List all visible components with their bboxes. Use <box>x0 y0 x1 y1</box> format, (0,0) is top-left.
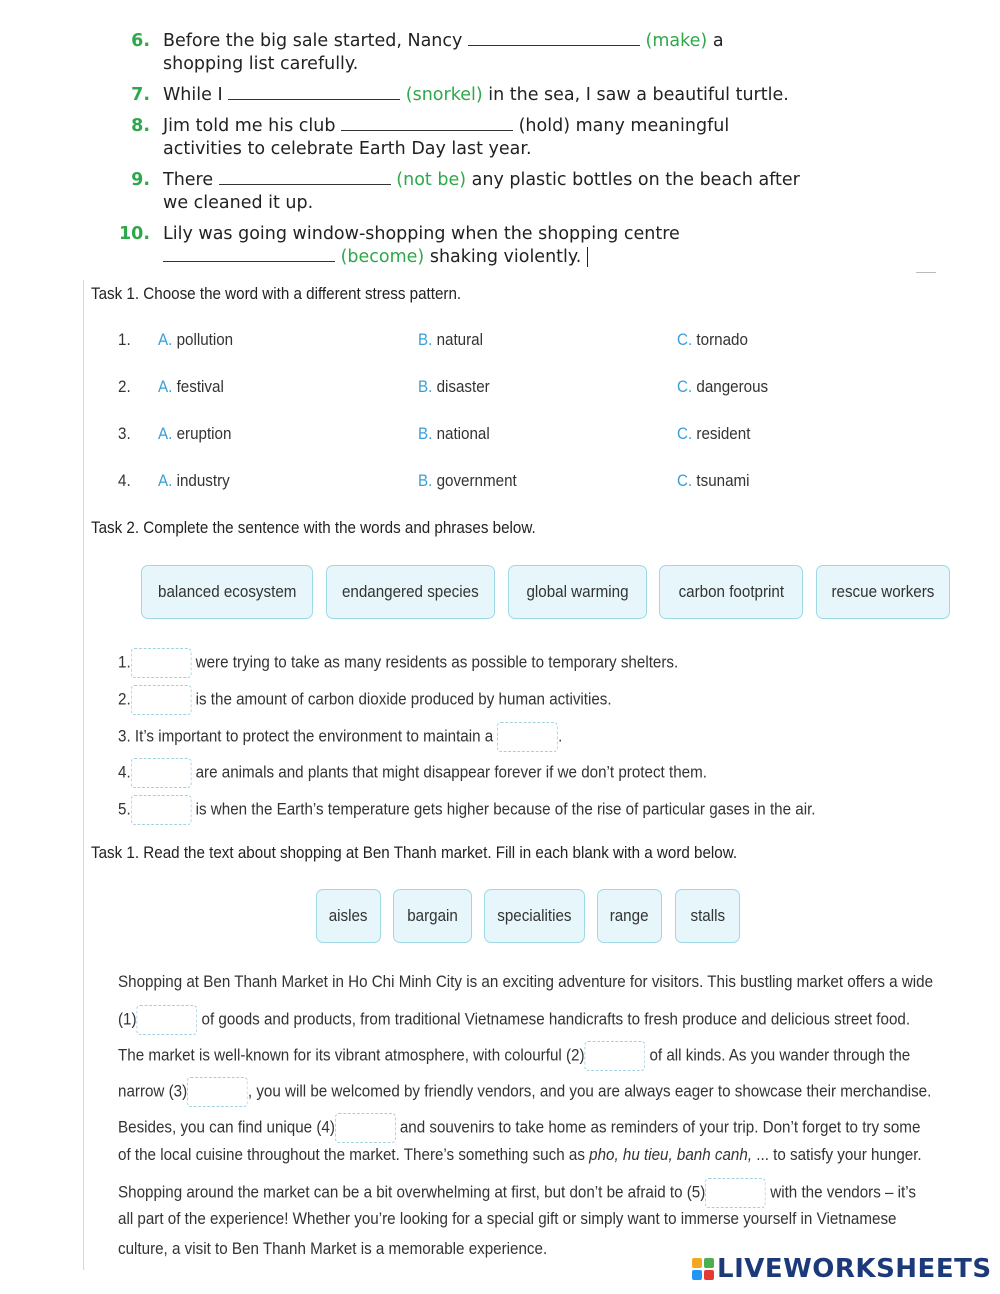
item-text: Before the big sale started, Nancy <box>163 31 463 51</box>
row-number: 4. <box>118 472 131 490</box>
row-number: 2. <box>118 378 131 396</box>
passage-text: of all kinds. As you wander through the <box>649 1046 911 1065</box>
option-word: dangerous <box>696 378 769 396</box>
chip-label: bargain <box>407 906 458 925</box>
sentence-text: were trying to take as many residents as possible to temporary shelters. <box>195 653 679 672</box>
item-number: 7. <box>131 85 150 105</box>
passage-text: of the local cuisine throughout the market. There’s something such as <box>118 1146 585 1164</box>
passage-line: Shopping at Ben Thanh Market in Ho Chi Minh City is an exciting adventure for visitors. This bustling market offers a wide <box>118 973 934 991</box>
drop-blank[interactable] <box>131 685 192 715</box>
sentence-number: 4. <box>118 763 131 782</box>
option-label: C. <box>677 378 693 396</box>
answer-line[interactable] <box>228 85 400 100</box>
answer-line[interactable] <box>163 247 335 262</box>
option-label: A. <box>158 472 173 490</box>
passage-text: , you will be welcomed by friendly vendors, and you are always eager to showcase their merchandise. <box>247 1082 932 1101</box>
drop-blank-3[interactable] <box>187 1077 248 1107</box>
blank-label: (1) <box>118 1010 137 1029</box>
option-c[interactable] <box>677 331 748 350</box>
word-chip-carbon-footprint[interactable] <box>659 565 803 619</box>
item-text: While I <box>163 85 223 105</box>
option-label: C. <box>677 425 693 443</box>
drop-blank-2[interactable] <box>585 1041 646 1071</box>
passage-line <box>118 1041 946 1071</box>
item-text: activities to celebrate Earth Day last year. <box>163 139 532 159</box>
task-title: Task 1. Read the text about shopping at Ben Thanh market. Fill in each blank with a word below. <box>91 844 738 862</box>
word-chip-rescue-workers[interactable] <box>816 565 950 619</box>
item-text: many meaningful <box>575 116 730 136</box>
option-c[interactable] <box>677 472 750 491</box>
option-label: B. <box>418 378 433 396</box>
passage-text: narrow (3) <box>118 1082 188 1101</box>
word-chip-global-warming[interactable] <box>508 565 647 619</box>
verb-hint: (hold) <box>518 116 571 136</box>
option-b[interactable] <box>418 378 490 397</box>
option-label: A. <box>158 425 173 443</box>
drop-blank-4[interactable] <box>335 1113 396 1143</box>
sentence-number: 3. <box>118 727 131 746</box>
verb-hint: (not be) <box>396 170 467 190</box>
sentence-text: It’s important to protect the environment to maintain a <box>134 727 494 746</box>
passage-text: Besides, you can find unique (4) <box>118 1118 335 1137</box>
item-number: 10. <box>118 224 150 244</box>
sentence <box>118 758 707 788</box>
option-word: tsunami <box>696 472 750 490</box>
word-chip-aisles[interactable] <box>316 889 381 943</box>
liveworksheets-logo <box>692 1252 992 1286</box>
word-chip-balanced-ecosystem[interactable] <box>141 565 313 619</box>
option-word: tornado <box>696 331 748 349</box>
option-label: C. <box>677 472 693 490</box>
chip-label: specialities <box>497 906 572 925</box>
passage-line <box>118 1146 946 1165</box>
drop-blank-1[interactable] <box>137 1005 198 1035</box>
option-word: government <box>436 472 517 490</box>
option-c[interactable] <box>677 425 750 444</box>
item-text: shaking violently. <box>429 247 582 267</box>
answer-line[interactable] <box>468 31 640 46</box>
passage-text: The market is well-known for its vibrant atmosphere, with colourful (2) <box>118 1046 585 1065</box>
passage-italic: pho, hu tieu, banh canh, <box>589 1146 753 1164</box>
passage-text: with the vendors – it’s <box>770 1183 916 1202</box>
chip-label: balanced ecosystem <box>157 582 297 601</box>
passage-line <box>118 1005 946 1035</box>
option-word: pollution <box>176 331 234 349</box>
brand-name: LIVEWORKSHEETS <box>717 1254 992 1284</box>
option-word: resident <box>696 425 751 443</box>
option-label: B. <box>418 331 433 349</box>
sentence-number: 1. <box>118 653 131 672</box>
sentence-text: . <box>558 727 563 746</box>
sentence-text: is when the Earth’s temperature gets higher because of the rise of particular gases in the air. <box>195 800 816 819</box>
word-chip-range[interactable] <box>597 889 662 943</box>
chip-label: carbon footprint <box>678 582 784 601</box>
drop-blank[interactable] <box>131 648 192 678</box>
passage-line <box>118 1113 946 1143</box>
sentence-text: are animals and plants that might disappear forever if we don’t protect them. <box>195 763 707 782</box>
passage-text: and souvenirs to take home as reminders of your trip. Don’t forget to try some <box>399 1118 921 1137</box>
row-number: 1. <box>118 331 131 349</box>
sentence <box>118 795 816 825</box>
passage-line <box>118 1178 946 1208</box>
passage-line <box>118 1077 946 1107</box>
drop-blank[interactable] <box>131 758 192 788</box>
word-chip-bargain[interactable] <box>393 889 472 943</box>
chip-label: range <box>610 906 649 925</box>
option-b[interactable] <box>418 472 517 491</box>
option-word: eruption <box>176 425 232 443</box>
sentence <box>118 685 612 715</box>
option-label: A. <box>158 331 173 349</box>
sentence-text: is the amount of carbon dioxide produced by human activities. <box>195 690 612 709</box>
option-word: national <box>436 425 490 443</box>
item-text: Jim told me his club <box>163 116 336 136</box>
logo-grid-icon <box>692 1258 714 1280</box>
divider <box>916 272 936 273</box>
item-text: There <box>163 170 214 190</box>
item-number: 6. <box>131 31 150 51</box>
passage-text: Shopping around the market can be a bit overwhelming at first, but don’t be afraid to (5) <box>118 1183 706 1202</box>
option-label: C. <box>677 331 693 349</box>
task-title: Task 1. Choose the word with a different stress pattern. <box>91 285 462 303</box>
word-chip-endangered-species[interactable] <box>326 565 495 619</box>
option-word: industry <box>176 472 230 490</box>
task-title: Task 2. Complete the sentence with the words and phrases below. <box>91 519 536 537</box>
passage-text: of goods and products, from traditional Vietnamese handicrafts to fresh produce and delicious street food. <box>201 1010 911 1029</box>
option-b[interactable] <box>418 331 483 350</box>
option-a[interactable] <box>158 378 224 397</box>
option-label: A. <box>158 378 173 396</box>
item-number: 8. <box>131 116 150 136</box>
option-word: disaster <box>436 378 490 396</box>
chip-label: rescue workers <box>831 582 935 601</box>
text-cursor <box>587 247 589 267</box>
option-word: festival <box>176 378 224 396</box>
word-chip-stalls[interactable] <box>675 889 740 943</box>
verb-hint: (make) <box>645 31 708 51</box>
option-a[interactable] <box>158 472 230 491</box>
sentence <box>118 648 678 678</box>
option-a[interactable] <box>158 331 233 350</box>
verb-hint: (snorkel) <box>405 85 483 105</box>
page-margin-line <box>83 280 84 1270</box>
word-chip-specialities[interactable] <box>484 889 585 943</box>
answer-line[interactable] <box>341 116 513 131</box>
item-text: in the sea, I saw a beautiful turtle. <box>488 85 789 105</box>
option-c[interactable] <box>677 378 768 397</box>
passage-line: all part of the experience! Whether you’re looking for a special gift or simply want to immerse yourself in Vietnamese <box>118 1210 897 1228</box>
item-text: we cleaned it up. <box>163 193 314 213</box>
sentence-number: 5. <box>118 800 131 819</box>
item-text: Lily was going window-shopping when the shopping centre <box>163 224 680 244</box>
passage-text: ... to satisfy your hunger. <box>756 1146 922 1164</box>
chip-label: aisles <box>329 906 368 925</box>
option-a[interactable] <box>158 425 231 444</box>
drop-blank-5[interactable] <box>705 1178 766 1208</box>
option-b[interactable] <box>418 425 490 444</box>
chip-label: endangered species <box>342 582 479 601</box>
answer-line[interactable] <box>219 170 391 185</box>
item-text: a <box>712 31 724 51</box>
drop-blank[interactable] <box>497 722 558 752</box>
item-text: any plastic bottles on the beach after <box>471 170 800 190</box>
verb-hint: (become) <box>340 247 425 267</box>
option-label: B. <box>418 425 433 443</box>
sentence-number: 2. <box>118 690 131 709</box>
chip-label: stalls <box>690 906 725 925</box>
item-text: shopping list carefully. <box>163 54 359 74</box>
sentence <box>118 722 562 752</box>
drop-blank[interactable] <box>131 795 192 825</box>
chip-label: global warming <box>526 582 629 601</box>
option-word: natural <box>436 331 483 349</box>
passage-line: culture, a visit to Ben Thanh Market is a memorable experience. <box>118 1240 548 1258</box>
row-number: 3. <box>118 425 131 443</box>
option-label: B. <box>418 472 433 490</box>
item-number: 9. <box>131 170 150 190</box>
